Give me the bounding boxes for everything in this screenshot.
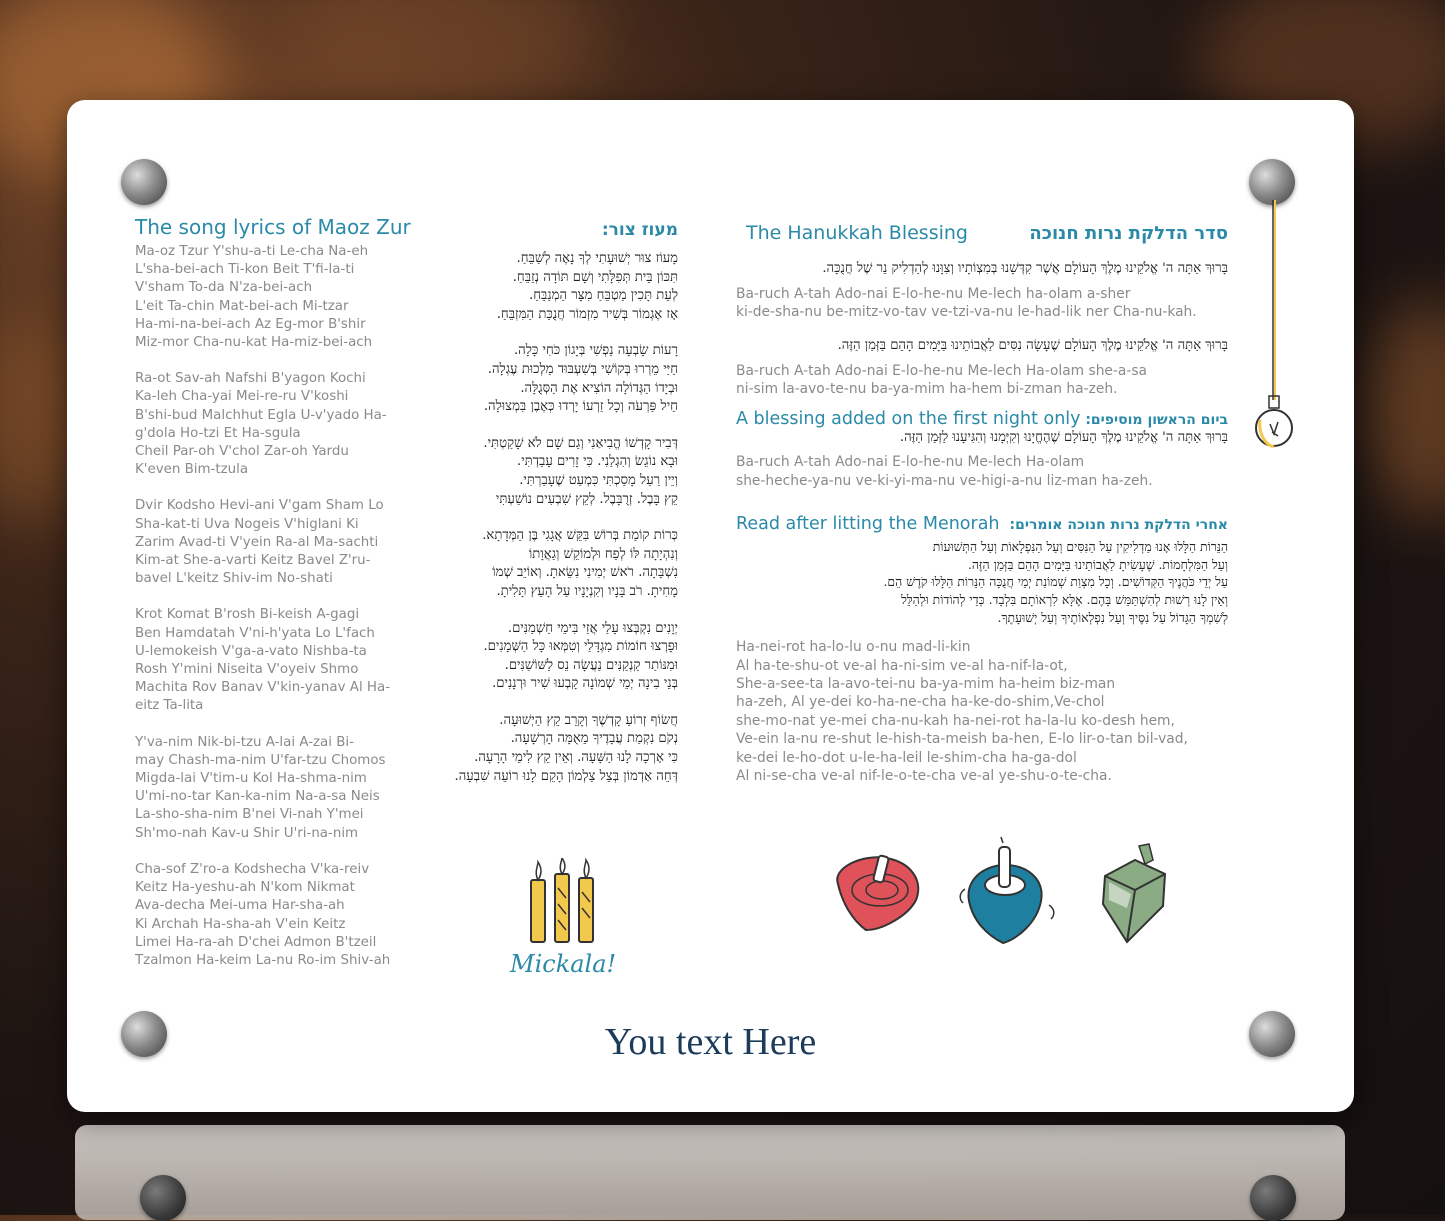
- reflection-bolt-left: [140, 1175, 186, 1221]
- maoz-zur-title-he: מעוז צור:: [601, 220, 678, 240]
- blessing-2-transliteration: Ba-ruch A-tah Ado-nai E-lo-he-nu Me-lech Ha-olam she-a-sa ni-sim la-avo-te-nu ba-ya-mim ha-hem bi-zman ha-zeh.: [736, 363, 1147, 398]
- translit-stanza: Ra-ot Sav-ah Nafshi B'yagon Kochi Ka-leh Cha-yai Mei-re-ru V'koshi B'shi-bud Malchhut Egla U-v'yado Ha- g'dola Ho-tzi Et Ha-sgula Cheil Par-oh V'chol Zar-oh Yardu K'even Bim-tzula: [135, 371, 387, 478]
- brand-mark: !: [606, 950, 617, 978]
- green-dreidel-illustration: [1097, 842, 1175, 946]
- custom-text-footer: You text Here: [604, 1021, 817, 1063]
- reflection-bolt-right: [1250, 1175, 1296, 1221]
- blue-dreidel-illustration: [955, 835, 1060, 947]
- blessing-3-transliteration: Ba-ruch A-tah Ado-nai E-lo-he-nu Me-lech Ha-olam she-heche-ya-nu ve-ki-yi-ma-nu ve-higi-a-nu liz-man ha-zeh.: [736, 454, 1153, 489]
- after-lighting-hebrew: הַנֵּרוֹת הַלָּלוּ אָנוּ מַדְלִיקִין עַל הַנִּסִּים וְעַל הַנִּפְלָאוֹת וְעַל הַתְּשׁוּעוֹת וְעַל הַמִּלְחָמוֹת. שֶׁעָשִׂיתָ לַאֲבוֹתֵינוּ בַּיָּמִים הָהֵם בַּזְּמַן הַזֶּה. עַל יְדֵי כֹּהֲנֶיךָ הַקְּדוֹשִׁים. וְכָל מִצְוַת שְׁמוֹנַת יְמֵי חֲנֻכָּה הַנֵּרוֹת הַלָּלוּ קֹדֶשׁ הֵם. וְאֵין לָנוּ רְשׁוּת לְהִשְׁתַּמֵּשׁ בָּהֶם. אֶלָּא לִרְאוֹתָם בִּלְבָד. כְּדֵי לְהוֹדוֹת וּלְהַלֵּל לְשִׁמְךָ הַגָּדוֹל עַל נִסֶּיךָ וְעַל נִפְלְאוֹתֶיךָ וְעַל יְשׁוּעָתֶךָ.: [883, 539, 1228, 625]
- hebrew-stanza: דְּבִיר קָדְשׁוֹ הֱבִיאַנִי וְגַם שָׁם לֹא שָׁקַטְתִּי. וּבָא נוֹגֵשׂ וְהִגְלַנִי. כִּי זָרִים עָבַדְתִּי. וְיֵין רַעַל מָסַכְתִּי כִּמְעַט שֶׁעָבַרְתִּי. קֵץ בָּבֶל. זְרֻבָּבֶל. לְקֵץ שִׁבְעִים נוֹשַׁעְתִּי: [483, 435, 678, 507]
- translit-stanza: Cha-sof Z'ro-a Kodshecha V'ka-reiv Keitz Ha-yeshu-ah N'kom Nikmat Ava-decha Mei-uma Har-sha-ah Ki Archah Ha-sha-ah V'ein Keitz Limei Ha-ra-ah D'chei Admon B'tzeil Tzalmon Ha-keim La-nu Ro-im Shiv-ah: [135, 861, 391, 968]
- blessing-2-hebrew: בָּרוּךְ אַתָּה ה' אֱלֹקֵינוּ מֶלֶךְ הָעוֹלָם שֶׁעָשָׂה נִסִּים לַאֲבוֹתֵינוּ בַּיָּמִים הָהֵם בַּזְּמַן הַזֶּה.: [837, 338, 1228, 354]
- hebrew-stanza: מָעוֹז צוּר יְשׁוּעָתִי לְךָ נָאֶה לְשַׁבֵּחַ. תִּכּוֹן בֵּית תְּפִלָּתִי וְשָׁם תּוֹדָה נְזַבֵּחַ. לְעֵת תָּכִין מַטְבֵּחַ מִצָּר הַמְנַבֵּחַ. אָז אֶגְמוֹר בְּשִׁיר מִזְמוֹר חֲנֻכַּת הַמִּזְבֵּחַ.: [496, 251, 678, 322]
- hebrew-stanza: כְּרוֹת קוֹמַת בְּרוֹשׁ בִּקֵּשׁ אֲגָגִי בֶּן הַמְּדָתָא. וְנִהְיָתָה לּוֹ לְפַח וּלְמוֹקֵשׁ וְגַאֲוָתוֹ נִשְׁבָּתָה. רֹאשׁ יְמִינִי נִשֵּׂאתָ. וְאוֹיֵב שְׁמוֹ מָחִיתָ. רֹב בָּנָיו וְקִנְיָנָיו עַל הָעֵץ תָּלִיתָ.: [482, 528, 678, 599]
- after-lighting-title-en: Read after litting the Menorah: [736, 514, 1000, 535]
- hebrew-stanza: רָעוֹת שָׂבְעָה נַפְשִׁי בְּיָגוֹן כֹּחִי כָּלָה. חַיַּי מֵרְרוּ בְּקוֹשִׁי בְּשִׁעְבּוּד מַלְכוּת עֶגְלָה. וּבְיָדוֹ הַגְּדוֹלָה הוֹצִיא אֶת הַסְּגֻלָּה. חֵיל פַּרְעֹה וְכָל זַרְעוֹ יָרְדוּ כְּאֶבֶן בִּמְצוּלָה.: [483, 343, 678, 415]
- standoff-bolt-top-left: [121, 159, 167, 205]
- after-lighting-title-he: אחרי הדלקת נרות חנוכה אומרים:: [1009, 517, 1228, 534]
- blessing-title-en: The Hanukkah Blessing: [746, 222, 968, 244]
- bokeh-light: [300, 0, 600, 110]
- brand-name: Mickala: [510, 950, 607, 978]
- maoz-zur-title-en: The song lyrics of Maoz Zur: [135, 215, 411, 239]
- first-night-title-en: A blessing added on the first night only: [736, 408, 1081, 429]
- blessing-section: [736, 222, 1228, 785]
- first-night-header: [736, 409, 1228, 429]
- after-lighting-header: [736, 514, 1228, 534]
- blessing-title-he: סדר הדלקת נרות חנוכה: [1029, 223, 1228, 244]
- after-lighting-transliteration: Ha-nei-rot ha-lo-lu o-nu mad-li-kin Al ha-te-shu-ot ve-al ha-ni-sim ve-al ha-nif-la-ot, She-a-see-ta la-avo-tei-nu ba-ya-mim ha-heim biz-man ha-zeh, Al ye-dei ko-ha-ne-cha ha-ke-do-shim,Ve-chol she-mo-nat ye-mei cha-nu-kah ha-nei-rot ha-la-lu ko-desh hem, Ve-ein la-nu re-shut le-hish-ta-meish ba-hen, E-lo lir-o-tan bil-vad, ke-dei le-ho-dot u-le-ha-leil le-shim-cha ha-ga-dol Al ni-se-cha ve-al nif-le-o-te-cha ve-al ye-shu-o-te-cha.: [736, 639, 1188, 785]
- red-dreidel-illustration: [832, 850, 924, 934]
- maoz-zur-hebrew-column: [410, 220, 678, 804]
- plaque-reflection: [75, 1125, 1345, 1220]
- bokeh-light: [1370, 300, 1445, 520]
- blessing-3-hebrew: בָּרוּךְ אַתָּה ה' אֱלֹקֵינוּ מֶלֶךְ הָעוֹלָם שֶׁהֶחֱיָנוּ וְקִיְּמָנוּ וְהִגִּיעָנוּ לַזְּמַן הַזֶּה.: [899, 429, 1228, 445]
- brand-logo: [510, 950, 616, 978]
- first-night-title-he: ביום הראשון מוסיפים:: [1085, 411, 1228, 428]
- standoff-bolt-top-right: [1249, 159, 1295, 205]
- acrylic-plaque: [67, 100, 1354, 1112]
- translit-stanza: Dvir Kodsho Hevi-ani V'gam Sham Lo Sha-kat-ti Uva Nogeis V'higlani Ki Zarim Avad-ti V'yein Ra-al Ma-sachti Kim-at She-a-varti Keitz Bavel Z'ru- bavel L'keitz Shiv-im No-shati: [135, 498, 384, 587]
- translit-stanza: Y'va-nim Nik-bi-tzu A-lai A-zai Bi- may Chash-ma-nim U'far-tzu Chomos Migda-lai V'tim-u Kol Ha-shma-nim U'mi-no-tar Kan-ka-nim Na-a-sa Neis La-sho-sha-nim B'nei Vi-nah Y'mei Sh'mo-nah Kav-u Shir U'ri-na-nim: [135, 734, 386, 841]
- hebrew-stanza: יְוָנִים נִקְבְּצוּ עָלַי אֲזַי בִּימֵי חַשְׁמַנִּים. וּפָרְצוּ חוֹמוֹת מִגְדָּלַי וְטִמְּאוּ כָּל הַשְּׁמָנִים. וּמִנּוֹתַר קַנְקַנִּים נַעֲשָׂה נֵס לַשּׁוֹשַׁנִּים. בְּנֵי בִינָה יְמֵי שְׁמוֹנָה קָבְעוּ שִׁיר וּרְנָנִים.: [483, 620, 678, 692]
- blessing-1-hebrew: בָּרוּךְ אַתָּה ה' אֱלֹקֵינוּ מֶלֶךְ הָעוֹלָם אֲשֶׁר קִדְּשָׁנוּ בְּמִצְוֹתָיו וְצִוָּנוּ לְהַדְלִיק נֵר שֶׁל חֲנֻכָּה.: [822, 261, 1228, 276]
- blessing-header: [736, 222, 1228, 244]
- maoz-zur-transliteration-column: [135, 215, 410, 988]
- translit-stanza: Ma-oz Tzur Y'shu-a-ti Le-cha Na-eh L'sha-bei-ach Ti-kon Beit T'fi-la-ti V'sham To-da N'za-bei-ach L'eit Ta-chin Mat-bei-ach Mi-tzar Ha-mi-na-bei-ach Az Eg-mor B'shir Miz-mor Cha-nu-kat Ha-miz-bei-ach: [135, 244, 373, 351]
- candles-illustration: [525, 858, 600, 946]
- blessing-1-transliteration: Ba-ruch A-tah Ado-nai E-lo-he-nu Me-lech ha-olam a-sher ki-de-sha-nu be-mitz-vo-tav ve-tzi-va-nu le-had-lik ner Cha-nu-kah.: [736, 285, 1197, 320]
- translit-stanza: Krot Komat B'rosh Bi-keish A-gagi Ben Hamdatah V'ni-h'yata Lo L'fach U-lemokeish V'ga-a-vato Nishba-ta Rosh Y'mini Niseita V'oyeiv Shmo Machita Rov Banav V'kin-yanav Al Ha- eitz Ta-lita: [135, 607, 391, 714]
- hebrew-stanza: חֲשׂוֹף זְרוֹעַ קָדְשֶׁךָ וְקָרֵב קֵץ הַיְשׁוּעָה. נְקֹם נִקְמַת עֲבָדֶיךָ מֵאֻמָּה הָרְשָׁעָה. כִּי אָרְכָה לָנוּ הַשָּׁעָה. וְאֵין קֵץ לִימֵי הָרָעָה. דְּחֵה אַדְמוֹן בְּצֵל צַלְמוֹן הָקֵם לָנוּ רוֹעֵה שִׁבְעָה.: [454, 712, 678, 784]
- hanging-bulb-illustration: [1252, 200, 1296, 460]
